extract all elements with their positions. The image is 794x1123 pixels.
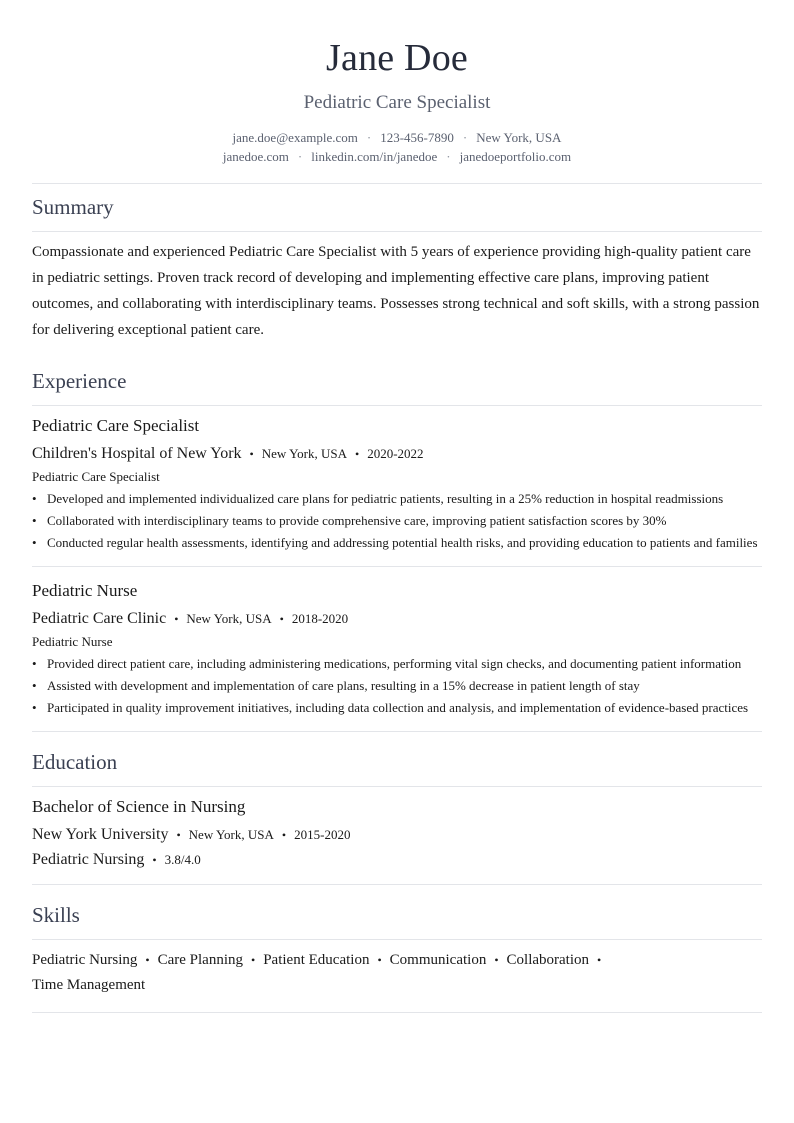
contact-line-1 xyxy=(32,128,762,147)
bullet-icon: • xyxy=(32,535,37,550)
education-section xyxy=(32,738,762,885)
bullet-separator: • xyxy=(279,612,284,626)
separator: · xyxy=(297,149,303,164)
skill-item: Collaboration xyxy=(506,952,590,968)
company-name: Children's Hospital of New York xyxy=(32,445,242,462)
email-link[interactable]: jane.doe@example.com xyxy=(232,130,358,145)
separator: · xyxy=(446,149,451,164)
list-item-text: Assisted with development and implementation of care plans, resulting in a 15% decrease in patient length of stay xyxy=(47,678,640,693)
separator: · xyxy=(462,130,468,145)
divider xyxy=(32,231,762,232)
list-item-text: Participated in quality improvement initiatives, including data collection and analysis, and implementation of evidence-based practices xyxy=(47,700,749,715)
bullet-separator: • xyxy=(251,953,256,967)
education-meta xyxy=(32,825,762,845)
bullet-separator: • xyxy=(152,853,157,867)
job-title: Pediatric Care Specialist xyxy=(32,416,200,435)
website-link[interactable]: janedoe.com xyxy=(222,149,289,164)
bullet-separator: • xyxy=(377,953,382,967)
summary-text: Compassionate and experienced Pediatric Care Specialist with 5 years of experience providing high-quality patient care in pediatric settings. Proven track record of developing and implementing effective care plans, improving patient outcomes, and collaborating with interdisciplinary teams. Possesses strong technical and soft skills, with a strong passion for delivering exceptional patient care. xyxy=(32,244,760,338)
bullet-separator: • xyxy=(355,447,360,461)
bullet-separator: • xyxy=(174,612,179,626)
bullet-separator: • xyxy=(597,953,602,967)
separator: · xyxy=(366,130,372,145)
job-entry xyxy=(32,406,762,566)
job-subtitle: Pediatric Nurse xyxy=(32,634,113,649)
resume-header xyxy=(32,0,762,166)
job-entry xyxy=(32,567,762,731)
bullet-icon: • xyxy=(32,700,37,715)
job-meta xyxy=(32,609,762,629)
candidate-role: Pediatric Care Specialist xyxy=(303,92,491,113)
bullet-separator: • xyxy=(281,828,287,842)
skill-item: Time Management xyxy=(32,977,146,993)
list-item xyxy=(32,677,762,695)
list-item xyxy=(32,534,762,552)
education-entry xyxy=(32,787,762,884)
contact-line-2 xyxy=(32,147,762,166)
job-subtitle: Pediatric Care Specialist xyxy=(32,469,160,484)
job-dates: 2018-2020 xyxy=(291,611,349,626)
skills-section xyxy=(32,891,762,1013)
education-details xyxy=(32,850,762,870)
bullet-separator: • xyxy=(176,828,181,842)
section-title-summary: Summary xyxy=(32,195,114,219)
bullet-icon: • xyxy=(32,491,37,506)
location-text: New York, USA xyxy=(476,130,562,145)
degree-title: Bachelor of Science in Nursing xyxy=(32,797,246,816)
skill-item: Patient Education xyxy=(263,952,370,968)
phone-number: 123-456-7890 xyxy=(380,130,454,145)
list-item xyxy=(32,655,762,673)
skill-item: Communication xyxy=(389,952,487,968)
linkedin-link[interactable]: linkedin.com/in/janedoe xyxy=(311,149,438,164)
job-bullets xyxy=(32,490,762,552)
resume-page xyxy=(32,0,762,1013)
job-dates: 2020-2022 xyxy=(367,446,424,461)
skills-list xyxy=(32,940,692,1012)
section-title-experience: Experience xyxy=(32,369,127,393)
experience-section xyxy=(32,357,762,732)
job-bullets xyxy=(32,655,762,717)
bullet-icon: • xyxy=(32,513,37,528)
school-location: New York, USA xyxy=(188,827,274,842)
job-location: New York, USA xyxy=(261,446,347,461)
list-item xyxy=(32,490,762,508)
list-item-text: Collaborated with interdisciplinary teams to provide comprehensive care, improving patient satisfaction scores by 30% xyxy=(47,513,667,528)
portfolio-link[interactable]: janedoeportfolio.com xyxy=(459,149,572,164)
bullet-separator: • xyxy=(494,953,499,967)
list-item-text: Conducted regular health assessments, identifying and addressing potential health risks, and providing education to patients and families xyxy=(47,535,758,550)
list-item-text: Provided direct patient care, including administering medications, performing vital sign checks, and documenting patient information xyxy=(47,656,742,671)
field-of-study: Pediatric Nursing xyxy=(32,851,145,868)
section-title-education: Education xyxy=(32,750,118,774)
bullet-separator: • xyxy=(145,953,150,967)
divider xyxy=(32,884,762,885)
education-dates: 2015-2020 xyxy=(294,827,351,842)
summary-section xyxy=(32,184,762,343)
divider xyxy=(32,1012,762,1013)
contact-info xyxy=(32,128,762,166)
section-title-skills: Skills xyxy=(32,903,80,927)
bullet-icon: • xyxy=(32,656,37,671)
school-name: New York University xyxy=(32,826,169,843)
job-location: New York, USA xyxy=(186,611,272,626)
bullet-icon: • xyxy=(32,678,37,693)
candidate-name: Jane Doe xyxy=(326,37,468,79)
list-item xyxy=(32,699,762,717)
job-title: Pediatric Nurse xyxy=(32,581,138,600)
skill-item: Pediatric Nursing xyxy=(32,952,138,968)
divider xyxy=(32,731,762,732)
bullet-separator: • xyxy=(249,447,254,461)
list-item-text: Developed and implemented individualized care plans for pediatric patients, resulting in a 25% reduction in hospital readmissions xyxy=(47,491,724,506)
gpa-value: 3.8/4.0 xyxy=(164,852,201,867)
skill-item: Care Planning xyxy=(157,952,244,968)
list-item xyxy=(32,512,762,530)
company-name: Pediatric Care Clinic xyxy=(32,610,167,627)
job-meta xyxy=(32,444,762,464)
